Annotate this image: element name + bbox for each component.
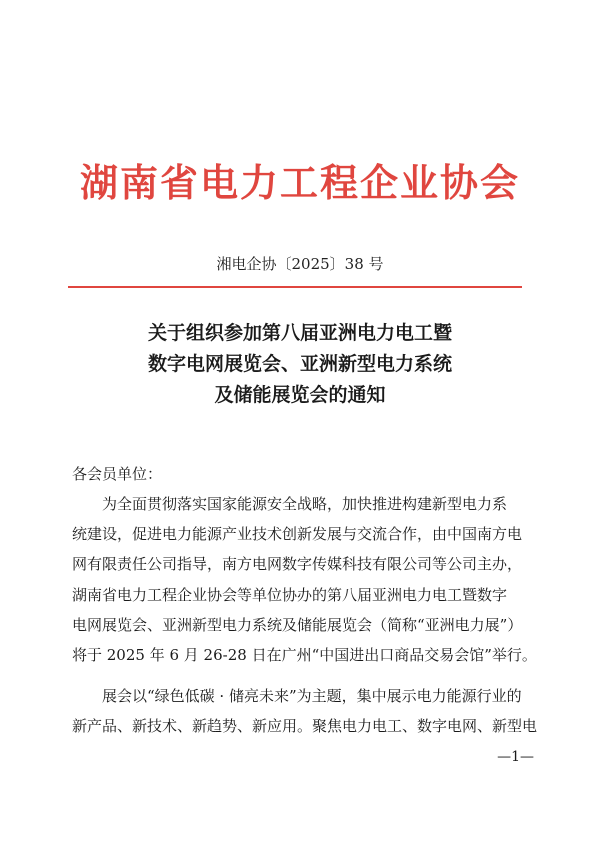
paragraph-line: 新产品、新技术、新趋势、新应用。聚焦电力电工、数字电网、新型电 [72, 717, 538, 736]
paragraph-line: 统建设，促进电力能源产业技术创新发展与交流合作，由中国南方电 [72, 525, 523, 544]
paragraph-line: 将于 2025 年 6 月 26-28 日在广州“中国进出口商品交易会馆”举行。 [72, 646, 537, 665]
document-title [0, 318, 600, 411]
paragraph-line: 湖南省电力工程企业协会等单位协办的第八届亚洲电力电工暨数字 [72, 585, 508, 604]
paragraph-line: 展会以“绿色低碳 · 储亮未来”为主题，集中展示电力能源行业的 [102, 687, 522, 705]
paragraph-line: 电网展览会、亚洲新型电力系统及储能展览会（简称“亚洲电力展”） [72, 615, 523, 634]
body-paragraph-2 [72, 681, 538, 741]
title-line: 数字电网展览会、亚洲新型电力系统 [147, 353, 452, 375]
page-number: —1— [497, 749, 534, 765]
body-paragraph-1 [72, 489, 537, 670]
title-line: 关于组织参加第八届亚洲电力电工暨 [147, 322, 452, 344]
paragraph-line: 网有限责任公司指导，南方电网数字传媒科技有限公司等公司主办， [72, 555, 523, 574]
title-line: 及储能展览会的通知 [214, 384, 386, 406]
organization-header: 湖南省电力工程企业协会 [79, 161, 520, 205]
paragraph-line: 为全面贯彻落实国家能源安全战略，加快推进构建新型电力系 [102, 495, 508, 513]
salutation: 各会员单位： [72, 465, 163, 483]
red-divider-line [68, 286, 522, 288]
document-number: 湘电企协〔2025〕38 号 [216, 255, 384, 273]
